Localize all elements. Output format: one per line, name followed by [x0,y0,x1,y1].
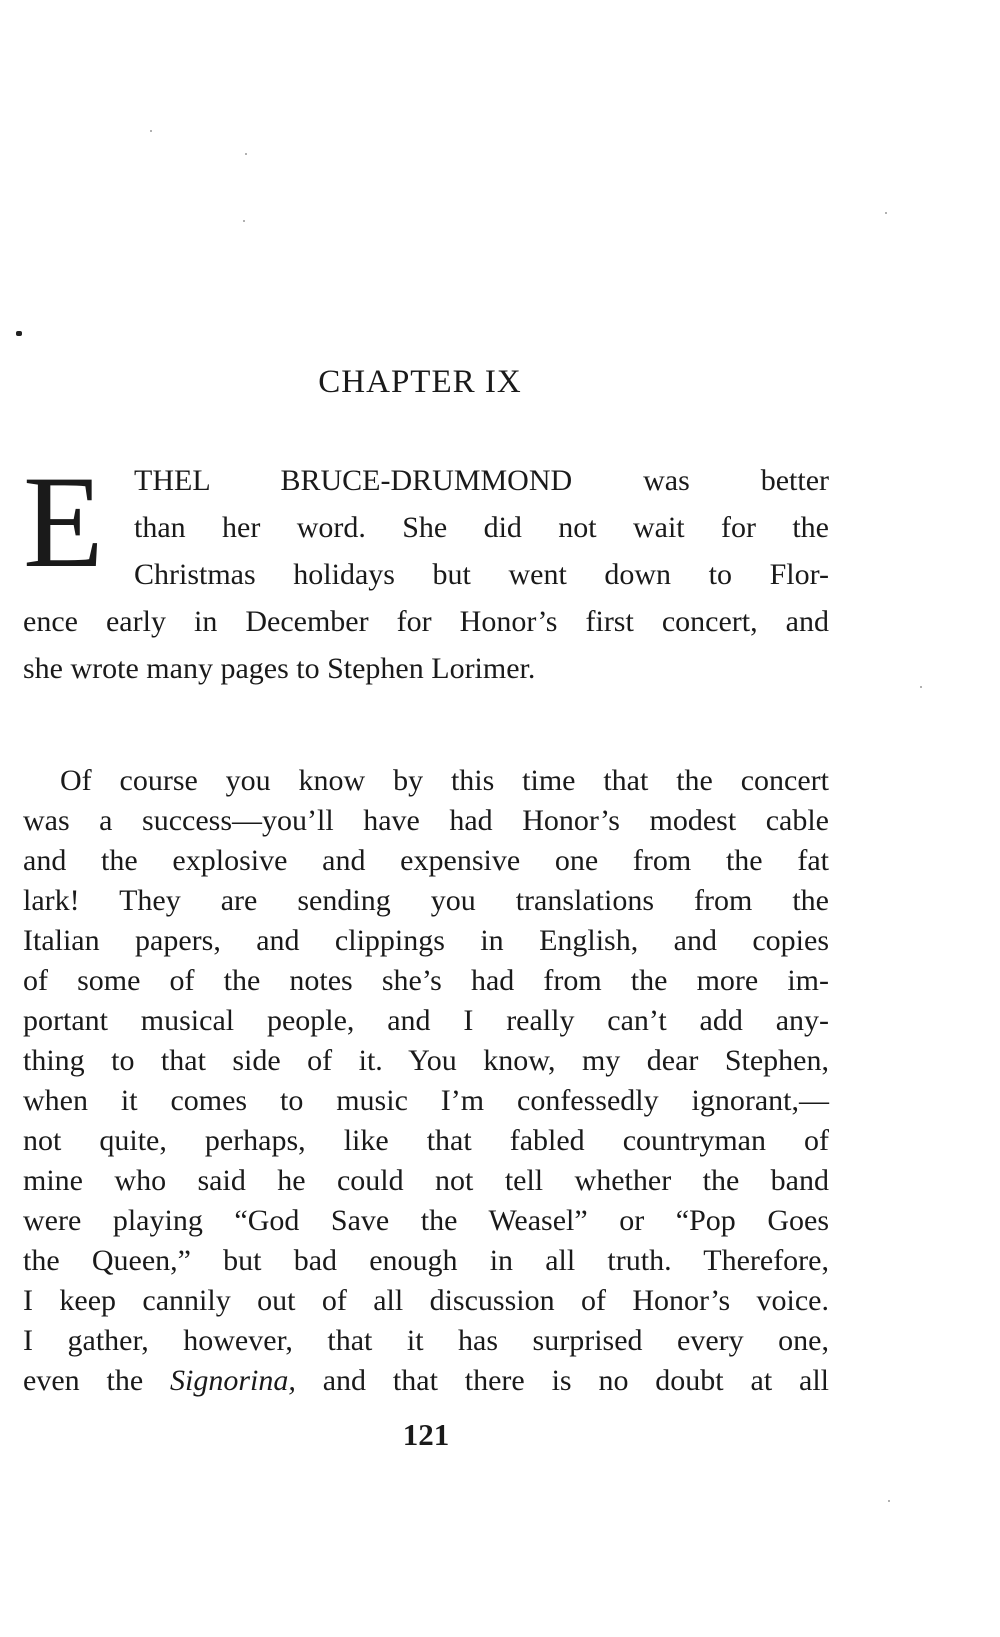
paper-speck [150,130,152,132]
paper-speck [920,686,922,688]
letter-line: lark! They are sending you translations from the [23,884,829,917]
opening-line: Christmas holidays but went down to Flor- [134,558,829,591]
letter-line: of some of the notes she’s had from the more im- [23,964,829,997]
opening-line: than her word. She did not wait for the [134,511,829,544]
letter-line: I gather, however, that it has surprised every one, [23,1324,829,1357]
letter-line-last [23,1361,829,1401]
letter-line: portant musical people, and I really can’t add any- [23,1004,829,1037]
letter-line: I keep cannily out of all discussion of Honor’s voice. [23,1284,829,1317]
letter-line: and the explosive and expensive one from the fat [23,844,829,877]
letter-line: Italian papers, and clippings in English, and copies [23,924,829,957]
letter-line: not quite, perhaps, like that fabled countryman of [23,1124,829,1157]
page-number: 121 [402,1417,450,1452]
letter-line: when it comes to music I’m confessedly ignorant,— [23,1084,829,1117]
chapter-title: CHAPTER IX [318,364,522,400]
drop-cap: E [23,448,104,595]
letter-line: Of course you know by this time that the concert [60,764,829,797]
letter-line: was a success—you’ll have had Honor’s modest cable [23,804,829,837]
italic-word: Signorina, [170,1364,296,1397]
paper-speck [243,220,245,222]
letter-line: thing to that side of it. You know, my dear Stephen, [23,1044,829,1077]
opening-line: she wrote many pages to Stephen Lorimer. [23,652,536,685]
text-run: even the [23,1364,171,1397]
opening-line: ence early in December for Honor’s first concert, and [23,605,829,638]
text-run: and that there is no doubt at all [295,1364,829,1397]
paper-speck [885,212,887,214]
paper-speck [245,153,247,155]
ink-mark [16,331,22,336]
paper-speck [888,1500,890,1502]
letter-line: were playing “God Save the Weasel” or “Pop Goes [23,1204,829,1237]
letter-line: the Queen,” but bad enough in all truth. Therefore, [23,1244,829,1277]
opening-line: THEL BRUCE-DRUMMOND was better [134,464,829,497]
letter-line: mine who said he could not tell whether the band [23,1164,829,1197]
